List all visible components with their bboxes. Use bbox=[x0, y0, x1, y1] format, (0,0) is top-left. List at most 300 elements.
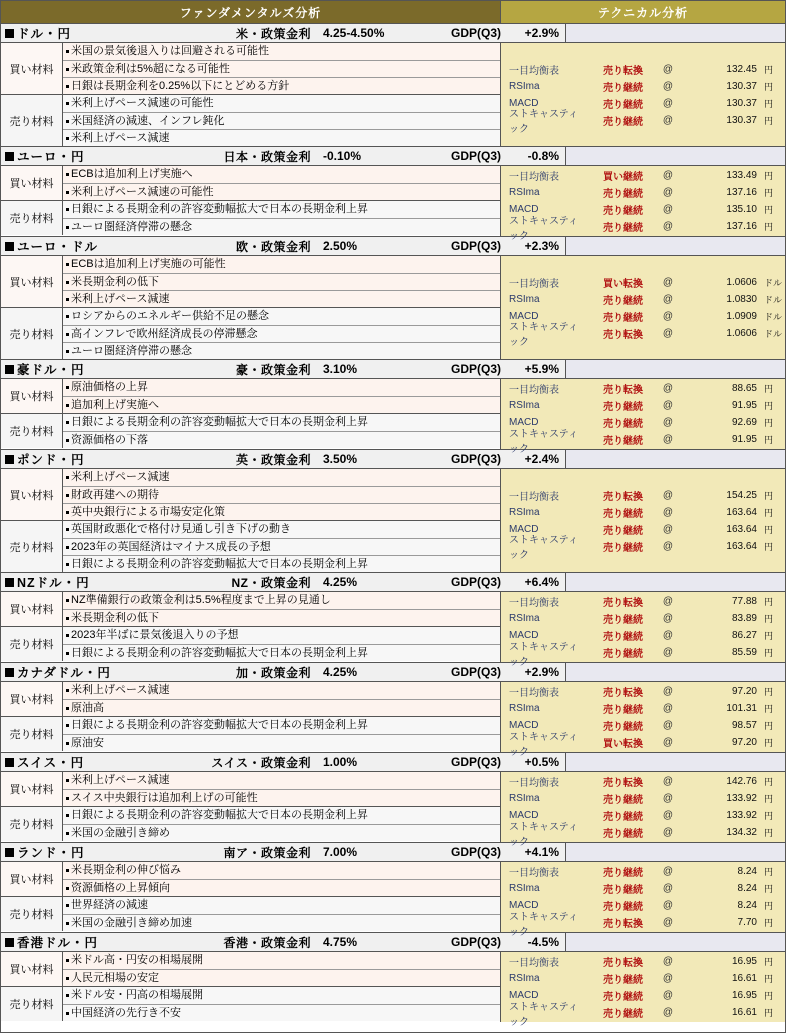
at-symbol: @ bbox=[662, 400, 674, 411]
factor-item: 米長期金利の低下 bbox=[63, 273, 500, 290]
policy-rate-label: 欧・政策金利 bbox=[235, 239, 311, 254]
factor-item: 米ドル高・円安の相場展開 bbox=[63, 952, 500, 969]
title-spacer bbox=[565, 663, 785, 681]
signal-price: 1.0830 bbox=[726, 293, 757, 305]
at-symbol: @ bbox=[662, 827, 674, 838]
pair-name-label: NZドル・円 bbox=[17, 576, 90, 590]
signal-price: 142.76 bbox=[726, 776, 757, 787]
buy-factors-label: 買い材料 bbox=[1, 379, 63, 413]
signal-price: 134.32 bbox=[726, 827, 757, 838]
price-unit: ドル bbox=[764, 311, 783, 322]
factor-item: 追加利上げ実施へ bbox=[63, 396, 500, 413]
indicator-name: MACD bbox=[509, 204, 539, 215]
factor-item: 原油安 bbox=[63, 734, 500, 751]
price-unit: 円 bbox=[764, 974, 774, 984]
at-symbol: @ bbox=[662, 170, 674, 181]
policy-rate-value: 3.50% bbox=[323, 452, 358, 466]
technical-row bbox=[501, 863, 785, 880]
signal-price: 163.64 bbox=[726, 506, 757, 518]
signal-price: 163.64 bbox=[726, 523, 757, 535]
signal-badge: 買い転換 bbox=[603, 739, 643, 750]
gdp-value: +4.1% bbox=[524, 845, 559, 859]
factor-item: 米利上げペース減速 bbox=[63, 772, 500, 789]
gdp-value: +2.4% bbox=[524, 452, 559, 466]
pair-body bbox=[1, 682, 785, 758]
factor-list bbox=[63, 807, 500, 841]
price-unit: 円 bbox=[764, 418, 774, 428]
gdp-label: GDP(Q3) bbox=[450, 149, 501, 163]
technical-row bbox=[501, 109, 785, 135]
signal-badge: 売り転換 bbox=[603, 385, 643, 396]
signal-price: 86.27 bbox=[731, 630, 757, 641]
factor-list bbox=[63, 43, 500, 94]
sell-factors-group bbox=[1, 896, 500, 931]
signal-price: 130.37 bbox=[726, 80, 757, 92]
factor-item: ECBは追加利上げ実施の可能性 bbox=[63, 256, 500, 273]
pair-title-row[interactable] bbox=[1, 843, 785, 862]
factor-item: 米長期金利の伸び悩み bbox=[63, 862, 500, 879]
pair-block bbox=[1, 662, 785, 758]
pair-block bbox=[1, 449, 785, 572]
gdp-label: GDP(Q3) bbox=[450, 452, 501, 466]
technical-row bbox=[501, 700, 785, 717]
at-symbol: @ bbox=[662, 776, 674, 787]
signal-price: 16.61 bbox=[731, 973, 757, 984]
price-unit: 円 bbox=[764, 614, 774, 624]
at-symbol: @ bbox=[662, 434, 674, 445]
pair-name bbox=[1, 843, 161, 861]
pair-name bbox=[1, 237, 161, 255]
price-unit: 円 bbox=[764, 687, 774, 697]
technical-column bbox=[501, 772, 785, 848]
pair-block bbox=[1, 146, 785, 242]
policy-rate-value: 4.25% bbox=[323, 575, 358, 589]
policy-rate-value: -0.10% bbox=[323, 149, 362, 163]
policy-rate-label: 日本・政策金利 bbox=[223, 149, 311, 164]
factor-item: 財政再建への期待 bbox=[63, 486, 500, 503]
price-unit: 円 bbox=[764, 115, 774, 126]
gdp-label: GDP(Q3) bbox=[450, 845, 501, 859]
policy-rate-value: 7.00% bbox=[323, 845, 358, 859]
indicator-name: 一目均衡表 bbox=[509, 778, 559, 789]
indicator-name: 一目均衡表 bbox=[509, 598, 559, 609]
factor-item: 世界経済の減速 bbox=[63, 897, 500, 914]
factor-list bbox=[63, 897, 500, 931]
technical-column bbox=[501, 592, 785, 668]
signal-badge: 売り転換 bbox=[603, 329, 643, 341]
factor-item: ユーロ圏経済停滞の懸念 bbox=[63, 218, 500, 235]
signal-price: 16.95 bbox=[731, 956, 757, 967]
fundamental-column bbox=[1, 592, 501, 662]
fundamental-column bbox=[1, 772, 501, 842]
signal-badge: 売り継続 bbox=[603, 99, 643, 111]
indicator-name: ストキャスティック bbox=[509, 109, 578, 135]
pair-title-row[interactable] bbox=[1, 360, 785, 379]
indicator-name: MACD bbox=[509, 310, 539, 322]
at-symbol: @ bbox=[662, 737, 674, 748]
indicator-name: RSIma bbox=[509, 703, 540, 714]
policy-rate-label: スイス・政策金利 bbox=[211, 755, 311, 770]
gdp-value: +6.4% bbox=[524, 575, 559, 589]
pair-title-row[interactable] bbox=[1, 573, 785, 592]
policy-rate-value: 4.25-4.50% bbox=[323, 26, 385, 40]
signal-price: 77.88 bbox=[731, 596, 757, 607]
signal-price: 133.49 bbox=[726, 170, 757, 181]
indicator-name: RSIma bbox=[509, 613, 540, 624]
pair-body bbox=[1, 469, 785, 572]
indicator-name: ストキャスティック bbox=[509, 1001, 578, 1028]
indicator-name: 一目均衡表 bbox=[509, 278, 559, 290]
indicator-name: ストキャスティック bbox=[509, 322, 578, 348]
at-symbol: @ bbox=[662, 866, 674, 877]
factor-item: 米利上げペース減速の可能性 bbox=[63, 95, 500, 112]
technical-row bbox=[501, 773, 785, 790]
price-unit: 円 bbox=[764, 171, 774, 181]
factor-item: 人民元相場の安定 bbox=[63, 969, 500, 986]
buy-factors-label: 買い材料 bbox=[1, 952, 63, 986]
price-unit: 円 bbox=[764, 597, 774, 607]
technical-row bbox=[501, 380, 785, 397]
bullet-square-icon bbox=[5, 152, 14, 161]
signal-badge: 買い継続 bbox=[603, 172, 643, 183]
signal-badge: 売り転換 bbox=[603, 688, 643, 699]
at-symbol: @ bbox=[662, 973, 674, 984]
bullet-square-icon bbox=[5, 578, 14, 587]
header-technical: テクニカル分析 bbox=[501, 1, 785, 23]
pairs-container bbox=[1, 23, 785, 1028]
pair-title-row[interactable] bbox=[1, 237, 785, 256]
pair-body bbox=[1, 166, 785, 242]
price-unit: 円 bbox=[764, 901, 774, 911]
buy-factors-group bbox=[1, 256, 500, 307]
pair-name-label: 香港ドル・円 bbox=[17, 936, 99, 950]
indicator-name: ストキャスティック bbox=[509, 535, 578, 561]
signal-badge: 売り継続 bbox=[603, 402, 643, 413]
factor-item: 米長期金利の低下 bbox=[63, 609, 500, 626]
pair-name-label: カナダドル・円 bbox=[17, 666, 111, 680]
indicator-name: RSIma bbox=[509, 883, 540, 894]
pair-block bbox=[1, 23, 785, 146]
indicator-name: 一目均衡表 bbox=[509, 491, 559, 503]
signal-badge: 売り継続 bbox=[603, 508, 643, 520]
at-symbol: @ bbox=[662, 276, 674, 288]
policy-rate-label: 英・政策金利 bbox=[235, 452, 311, 467]
signal-badge: 売り継続 bbox=[603, 812, 643, 823]
factor-list bbox=[63, 95, 500, 146]
policy-rate-label: 米・政策金利 bbox=[235, 26, 311, 41]
technical-row bbox=[501, 953, 785, 970]
factor-list bbox=[63, 627, 500, 661]
signal-price: 91.95 bbox=[731, 434, 757, 445]
pair-name bbox=[1, 24, 161, 42]
price-unit: 円 bbox=[764, 384, 774, 394]
gdp-label: GDP(Q3) bbox=[450, 935, 501, 949]
signal-badge: 売り転換 bbox=[603, 958, 643, 969]
pair-name-label: ポンド・円 bbox=[17, 453, 85, 467]
price-unit: 円 bbox=[764, 507, 774, 518]
signal-badge: 買い転換 bbox=[603, 278, 643, 290]
pair-name-label: ユーロ・ドル bbox=[17, 240, 99, 254]
pair-block bbox=[1, 932, 785, 1028]
at-symbol: @ bbox=[662, 613, 674, 624]
factor-item: 英国財政悪化で格付け見通し引き下げの動き bbox=[63, 521, 500, 538]
signal-price: 83.89 bbox=[731, 613, 757, 624]
sell-factors-label: 売り材料 bbox=[1, 987, 63, 1021]
price-unit: 円 bbox=[764, 222, 774, 232]
signal-badge: 売り継続 bbox=[603, 116, 643, 128]
signal-badge: 売り転換 bbox=[603, 65, 643, 77]
signal-price: 97.20 bbox=[731, 737, 757, 748]
gdp-value: +2.9% bbox=[524, 26, 559, 40]
price-unit: 円 bbox=[764, 918, 774, 928]
pair-name-label: 豪ドル・円 bbox=[17, 363, 85, 377]
table-header bbox=[1, 1, 785, 23]
pair-body bbox=[1, 592, 785, 668]
buy-factors-group bbox=[1, 862, 500, 896]
signal-badge: 売り継続 bbox=[603, 1009, 643, 1020]
fundamental-column bbox=[1, 256, 501, 359]
pair-body bbox=[1, 772, 785, 848]
technical-row bbox=[501, 731, 785, 758]
price-unit: 円 bbox=[764, 541, 774, 552]
sell-factors-label: 売り材料 bbox=[1, 807, 63, 841]
indicator-name: 一目均衡表 bbox=[509, 385, 559, 396]
policy-rate-label: 香港・政策金利 bbox=[223, 935, 311, 950]
technical-row bbox=[501, 610, 785, 627]
technical-row bbox=[501, 641, 785, 668]
signal-badge: 売り継続 bbox=[603, 525, 643, 537]
signal-price: 92.69 bbox=[731, 417, 757, 428]
technical-column bbox=[501, 256, 785, 359]
title-spacer bbox=[565, 450, 785, 468]
policy-rate-label: 南ア・政策金利 bbox=[223, 845, 311, 860]
signal-price: 98.57 bbox=[731, 720, 757, 731]
indicator-name: RSIma bbox=[509, 973, 540, 984]
price-unit: 円 bbox=[764, 401, 774, 411]
signal-price: 163.64 bbox=[726, 540, 757, 552]
technical-row bbox=[501, 397, 785, 414]
factor-item: 原油価格の上昇 bbox=[63, 379, 500, 396]
technical-row bbox=[501, 880, 785, 897]
at-symbol: @ bbox=[662, 647, 674, 658]
indicator-name: ストキャスティック bbox=[509, 731, 578, 758]
pair-block bbox=[1, 842, 785, 938]
signal-price: 1.0606 bbox=[726, 327, 757, 339]
buy-factors-label: 買い材料 bbox=[1, 772, 63, 806]
price-unit: 円 bbox=[764, 188, 774, 198]
technical-row bbox=[501, 167, 785, 184]
factor-list bbox=[63, 308, 500, 359]
factor-item: ロシアからのエネルギー供給不足の懸念 bbox=[63, 308, 500, 325]
title-spacer bbox=[565, 573, 785, 591]
sell-factors-label: 売り材料 bbox=[1, 414, 63, 448]
price-unit: 円 bbox=[764, 205, 774, 215]
title-spacer bbox=[565, 147, 785, 165]
technical-row bbox=[501, 184, 785, 201]
sell-factors-group bbox=[1, 716, 500, 751]
sell-factors-label: 売り材料 bbox=[1, 717, 63, 751]
factor-item: 高インフレで欧州経済成長の停滞懸念 bbox=[63, 325, 500, 342]
buy-factors-group bbox=[1, 43, 500, 94]
signal-badge: 売り転換 bbox=[603, 491, 643, 503]
at-symbol: @ bbox=[662, 956, 674, 967]
indicator-name: RSIma bbox=[509, 400, 540, 411]
price-unit: 円 bbox=[764, 1008, 774, 1018]
signal-badge: 売り継続 bbox=[603, 829, 643, 840]
factor-item: 日銀による長期金利の許容変動幅拡大で日本の長期金利上昇 bbox=[63, 414, 500, 431]
at-symbol: @ bbox=[662, 523, 674, 535]
gdp-value: +2.3% bbox=[524, 239, 559, 253]
price-unit: 円 bbox=[764, 777, 774, 787]
at-symbol: @ bbox=[662, 97, 674, 109]
sell-factors-group bbox=[1, 986, 500, 1021]
factor-item: 米利上げペース減速 bbox=[63, 290, 500, 307]
price-unit: ドル bbox=[764, 277, 783, 288]
pair-title-row[interactable] bbox=[1, 450, 785, 469]
factor-list bbox=[63, 592, 500, 626]
signal-badge: 売り継続 bbox=[603, 189, 643, 200]
price-unit: 円 bbox=[764, 811, 774, 821]
indicator-name: ストキャスティック bbox=[509, 641, 578, 668]
factor-list bbox=[63, 862, 500, 896]
factor-list bbox=[63, 772, 500, 806]
indicator-name: MACD bbox=[509, 900, 539, 911]
bullet-square-icon bbox=[5, 758, 14, 767]
factor-item: 日銀による長期金利の許容変動幅拡大で日本の長期金利上昇 bbox=[63, 644, 500, 661]
technical-row bbox=[501, 593, 785, 610]
signal-badge: 売り継続 bbox=[603, 223, 643, 234]
policy-rate-value: 4.25% bbox=[323, 665, 358, 679]
pair-name bbox=[1, 147, 161, 165]
policy-rate-value: 2.50% bbox=[323, 239, 358, 253]
indicator-name: MACD bbox=[509, 990, 539, 1001]
title-spacer bbox=[565, 24, 785, 42]
sell-factors-group bbox=[1, 307, 500, 359]
at-symbol: @ bbox=[662, 310, 674, 322]
technical-row bbox=[501, 274, 785, 291]
technical-row bbox=[501, 790, 785, 807]
price-unit: 円 bbox=[764, 721, 774, 731]
pair-name bbox=[1, 663, 161, 681]
factor-list bbox=[63, 717, 500, 751]
policy-rate-value: 3.10% bbox=[323, 362, 358, 376]
factor-item: 中国経済の先行き不安 bbox=[63, 1004, 500, 1021]
pair-name bbox=[1, 933, 161, 951]
signal-price: 137.16 bbox=[726, 187, 757, 198]
at-symbol: @ bbox=[662, 793, 674, 804]
fundamental-column bbox=[1, 469, 501, 572]
at-symbol: @ bbox=[662, 990, 674, 1001]
signal-badge: 売り継続 bbox=[603, 722, 643, 733]
price-unit: 円 bbox=[764, 435, 774, 445]
title-spacer bbox=[565, 843, 785, 861]
bullet-square-icon bbox=[5, 29, 14, 38]
price-unit: 円 bbox=[764, 738, 774, 748]
indicator-name: MACD bbox=[509, 417, 539, 428]
pair-block bbox=[1, 572, 785, 668]
price-unit: 円 bbox=[764, 648, 774, 658]
signal-price: 132.45 bbox=[726, 63, 757, 75]
factor-list bbox=[63, 414, 500, 448]
policy-rate-value: 1.00% bbox=[323, 755, 358, 769]
signal-badge: 売り継続 bbox=[603, 992, 643, 1003]
factor-item: 2023年の英国経済はマイナス成長の予想 bbox=[63, 538, 500, 555]
signal-price: 130.37 bbox=[726, 114, 757, 126]
price-unit: 円 bbox=[764, 704, 774, 714]
pair-title-row[interactable] bbox=[1, 933, 785, 952]
technical-row bbox=[501, 78, 785, 95]
indicator-name: ストキャスティック bbox=[509, 821, 578, 848]
sell-factors-group bbox=[1, 806, 500, 841]
factor-item: NZ準備銀行の政策金利は5.5%程度まで上昇の見通し bbox=[63, 592, 500, 609]
technical-row bbox=[501, 1001, 785, 1028]
gdp-label: GDP(Q3) bbox=[450, 26, 501, 40]
factor-item: 2023年半ばに景気後退入りの予想 bbox=[63, 627, 500, 644]
signal-price: 97.20 bbox=[731, 686, 757, 697]
bullet-square-icon bbox=[5, 848, 14, 857]
at-symbol: @ bbox=[662, 114, 674, 126]
factor-item: 米利上げペース減速 bbox=[63, 129, 500, 146]
technical-row bbox=[501, 215, 785, 242]
sell-factors-label: 売り材料 bbox=[1, 95, 63, 146]
factor-item: 米利上げペース減速 bbox=[63, 469, 500, 486]
pair-title-row[interactable] bbox=[1, 147, 785, 166]
factor-item: 日銀は長期金利を0.25%以下にとどめる方針 bbox=[63, 77, 500, 94]
factor-list bbox=[63, 682, 500, 716]
technical-column bbox=[501, 862, 785, 938]
pair-name-label: ランド・円 bbox=[17, 846, 85, 860]
technical-column bbox=[501, 469, 785, 572]
buy-factors-label: 買い材料 bbox=[1, 256, 63, 307]
gdp-value: +5.9% bbox=[524, 362, 559, 376]
factor-item: 英中央銀行による市場安定化策 bbox=[63, 503, 500, 520]
title-spacer bbox=[565, 933, 785, 951]
factor-item: 资源価格の上昇傾向 bbox=[63, 879, 500, 896]
signal-badge: 売り継続 bbox=[603, 868, 643, 879]
sell-factors-group bbox=[1, 413, 500, 448]
price-unit: 円 bbox=[764, 490, 774, 501]
price-unit: 円 bbox=[764, 631, 774, 641]
indicator-name: ストキャスティック bbox=[509, 428, 578, 455]
title-spacer bbox=[565, 237, 785, 255]
at-symbol: @ bbox=[662, 630, 674, 641]
at-symbol: @ bbox=[662, 810, 674, 821]
pair-name-label: スイス・円 bbox=[17, 756, 85, 770]
pair-title-row[interactable] bbox=[1, 753, 785, 772]
policy-rate-label: 豪・政策金利 bbox=[235, 362, 311, 377]
policy-rate-label: NZ・政策金利 bbox=[231, 575, 311, 590]
indicator-name: MACD bbox=[509, 810, 539, 821]
pair-title-row[interactable] bbox=[1, 663, 785, 682]
technical-row bbox=[501, 504, 785, 521]
factor-list bbox=[63, 469, 500, 520]
fundamental-column bbox=[1, 379, 501, 449]
bullet-square-icon bbox=[5, 365, 14, 374]
indicator-name: MACD bbox=[509, 630, 539, 641]
signal-price: 1.0909 bbox=[726, 310, 757, 322]
bullet-square-icon bbox=[5, 668, 14, 677]
technical-row bbox=[501, 535, 785, 561]
factor-item: 米国の金融引き締め bbox=[63, 824, 500, 841]
indicator-name: ストキャスティック bbox=[509, 215, 578, 242]
pair-title-row[interactable] bbox=[1, 24, 785, 43]
factor-item: 原油高 bbox=[63, 699, 500, 716]
sell-factors-label: 売り材料 bbox=[1, 627, 63, 661]
signal-badge: 売り継続 bbox=[603, 975, 643, 986]
fundamental-column bbox=[1, 952, 501, 1022]
sell-factors-label: 売り材料 bbox=[1, 521, 63, 572]
indicator-name: RSIma bbox=[509, 80, 540, 92]
